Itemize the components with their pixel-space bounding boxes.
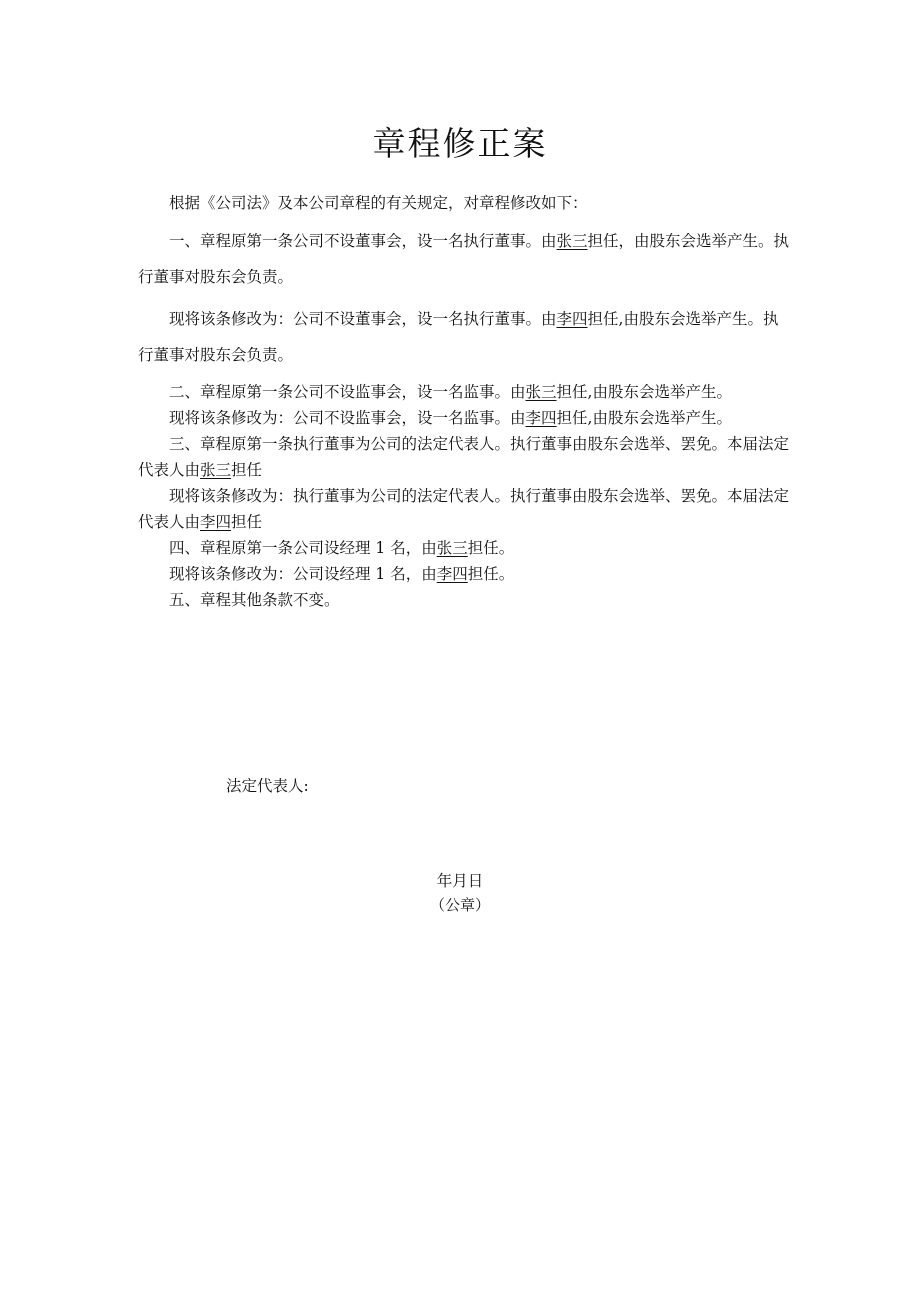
clause-text: 三、章程原第一条执行董事为公司的法定代表人。执行董事由股东会选举、罢免。本届法定代表人由 <box>138 435 790 479</box>
person-name: 李四 <box>556 310 588 328</box>
clause-3-amended <box>138 483 792 535</box>
clause-text: 担任。 <box>467 539 515 557</box>
clause-4-amended <box>138 561 792 587</box>
document-title: 章程修正案 <box>372 124 548 163</box>
clause-text: 担任 <box>231 513 263 531</box>
date-label: 年月日 <box>436 872 484 890</box>
clause-text: 担任。 <box>467 565 515 583</box>
clause-4-original <box>138 535 792 561</box>
clause-text: 现将该条修改为：执行董事为公司的法定代表人。执行董事由股东会选举、罢免。本届法定代表人由 <box>138 487 790 531</box>
clause-1-amended <box>138 301 792 373</box>
clause-text: 现将该条修改为：公司不设监事会，设一名监事。由 <box>169 409 526 427</box>
person-name: 张三 <box>200 461 232 479</box>
company-seal-label: （公章） <box>429 896 490 914</box>
clause-text: 一、章程原第一条公司不设董事会，设一名执行董事。由 <box>169 232 557 250</box>
person-name: 张三 <box>556 232 588 250</box>
clause-text: 二、章程原第一条公司不设监事会，设一名监事。由 <box>169 383 526 401</box>
person-name: 李四 <box>436 565 468 583</box>
person-name: 李四 <box>525 409 557 427</box>
person-name: 张三 <box>436 539 468 557</box>
clause-3-original <box>138 431 792 483</box>
clause-2-amended <box>138 405 792 431</box>
clause-text: 四、章程原第一条公司设经理 1 名，由 <box>169 539 437 557</box>
clause-text: 担任,由股东会选举产生。 <box>556 409 732 427</box>
intro-paragraph: 根据《公司法》及本公司章程的有关规定，对章程修改如下： <box>169 194 588 212</box>
clause-2-original <box>138 379 792 405</box>
clause-5: 五、章程其他条款不变。 <box>169 591 340 609</box>
document-body <box>138 186 792 613</box>
clause-text: 担任，由股东会选举产生。执行董事对股东会负责。 <box>138 232 790 286</box>
clause-text: 担任,由股东会选举产生。 <box>556 383 732 401</box>
clause-text: 现将该条修改为：公司不设董事会，设一名执行董事。由 <box>169 310 557 328</box>
person-name: 张三 <box>525 383 557 401</box>
legal-representative-label: 法定代表人: <box>226 777 309 795</box>
clause-text: 担任 <box>231 461 263 479</box>
clause-text: 担任,由股东会选举产生。执行董事对股东会负责。 <box>138 310 779 364</box>
clause-text: 现将该条修改为：公司设经理 1 名，由 <box>169 565 437 583</box>
clause-1-original <box>138 223 792 295</box>
person-name: 李四 <box>200 513 232 531</box>
